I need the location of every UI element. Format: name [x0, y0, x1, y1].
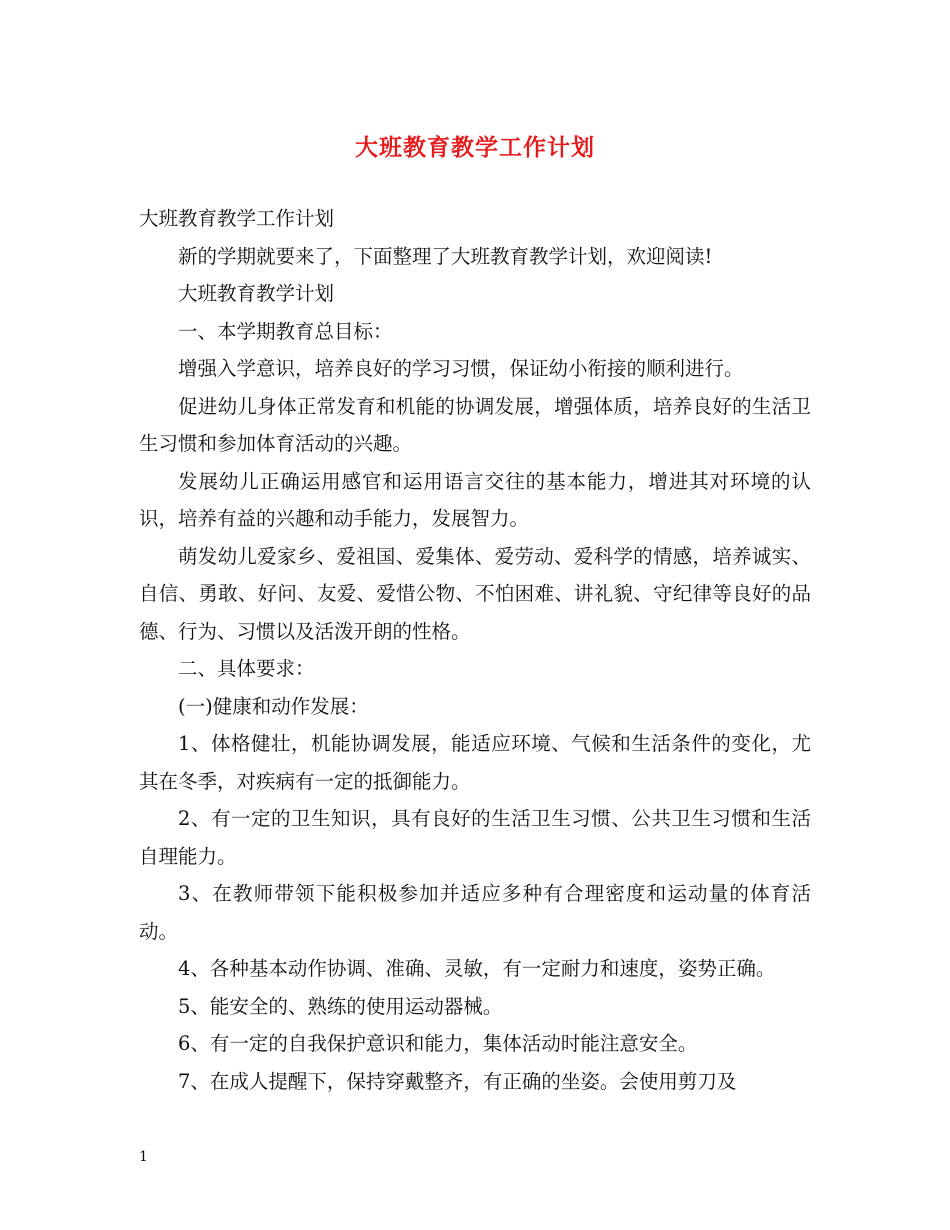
paragraph: 增强入学意识，培养良好的学习习惯，保证幼小衔接的顺利进行。: [178, 357, 744, 380]
document-title: 大班教育教学工作计划: [355, 134, 595, 161]
list-item: 3、在教师带领下能积极参加并适应多种有合理密度和运动量的体育活动。: [139, 882, 811, 943]
list-item: 5、能安全的、熟练的使用运动器械。: [178, 994, 503, 1018]
paragraph: 促进幼儿身体正常发育和机能的协调发展，增强体质，培养良好的生活卫生习惯和参加体育活动的兴趣。: [139, 394, 811, 455]
section-heading: 二、具体要求：: [178, 657, 315, 680]
subsection-heading: (一)健康和动作发展：: [178, 694, 369, 718]
paragraph: 新的学期就要来了，下面整理了大班教育教学计划，欢迎阅读!: [178, 244, 713, 268]
page-number: 1: [139, 1149, 148, 1165]
section-heading: 一、本学期教育总目标：: [178, 319, 393, 343]
list-item: 4、各种基本动作协调、准确、灵敏，有一定耐力和速度，姿势正确。: [178, 957, 776, 980]
document-subtitle: 大班教育教学工作计划: [139, 207, 335, 230]
paragraph: 萌发幼儿爱家乡、爱祖国、爱集体、爱劳动、爱科学的情感，培养诚实、自信、勇敢、好问、友爱、爱惜公物、不怕困难、讲礼貌、守纪律等良好的品德、行为、习惯以及活泼开朗的性格。: [139, 544, 811, 643]
list-item: 2、有一定的卫生知识，具有良好的生活卫生习惯、公共卫生习惯和生活自理能力。: [139, 807, 811, 868]
paragraph: 大班教育教学计划: [178, 282, 335, 305]
list-item: 6、有一定的自我保护意识和能力，集体活动时能注意安全。: [178, 1032, 698, 1055]
document-body: [139, 200, 811, 1100]
list-item: 1、体格健壮，机能协调发展，能适应环境、气候和生活条件的变化，尤其在冬季，对疾病有一定的抵御能力。: [139, 732, 811, 793]
paragraph: 发展幼儿正确运用感官和运用语言交往的基本能力，增进其对环境的认识，培养有益的兴趣和动手能力，发展智力。: [139, 469, 811, 530]
list-item: 7、在成人提醒下，保持穿戴整齐，有正确的坐姿。会使用剪刀及: [178, 1069, 737, 1093]
